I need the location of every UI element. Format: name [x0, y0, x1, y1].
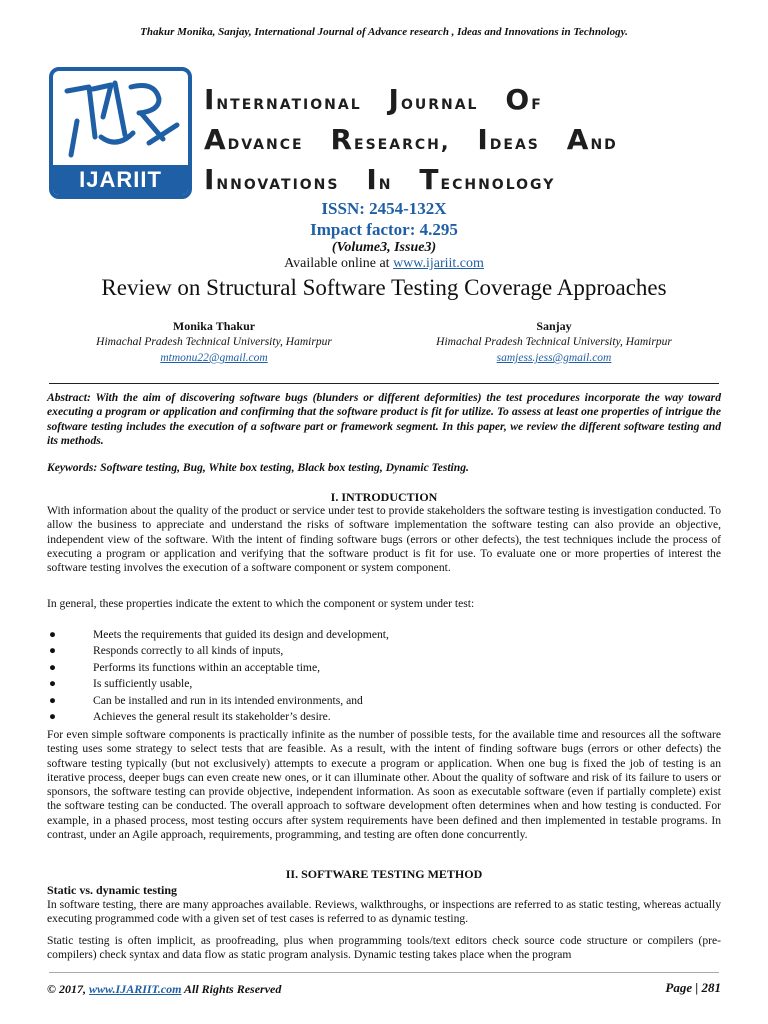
footer-copyright	[47, 982, 281, 997]
journal-website-link[interactable]: www.ijariit.com	[393, 256, 484, 271]
author-block	[404, 319, 704, 364]
abstract: Abstract: With the aim of discovering software bugs (blunders or different deformities) the test procedures incorporate the way toward executing a program or application and confirming that the software product is fit for utilize. To assess at least one properties of intrigue the software testing includes the execution of a software part or framework segment. In this paper, we review the different software testing and its methods.	[47, 391, 721, 447]
list-item-text: Responds correctly to all kinds of inputs,	[93, 644, 284, 658]
page-number: Page | 281	[665, 980, 721, 995]
bullet-icon: ●	[49, 660, 57, 674]
list-item-text: Achieves the general result its stakeholder’s desire.	[93, 709, 331, 723]
running-head: Thakur Monika, Sanjay, International Journal of Advance research , Ideas and Innovations in Technology.	[140, 26, 628, 38]
list-item	[47, 709, 721, 725]
logo-band: IJARIIT	[53, 165, 188, 195]
list-item-text: Can be installed and run in its intended environments, and	[93, 693, 363, 707]
journal-word: In	[366, 163, 393, 196]
journal-word: Advance	[204, 123, 304, 156]
bullet-icon: ●	[49, 644, 57, 658]
journal-word: Ideas	[477, 123, 540, 156]
copyright-prefix: © 2017,	[47, 982, 89, 996]
list-item-text: Meets the requirements that guided its design and development,	[93, 628, 389, 641]
journal-name-line-2	[204, 120, 744, 160]
journal-logo	[49, 67, 192, 199]
list-item	[47, 693, 721, 709]
bullet-icon: ●	[49, 628, 57, 641]
section-heading-introduction: I. INTRODUCTION	[330, 490, 438, 504]
volume-issue: (Volume3, Issue3)	[331, 240, 437, 255]
paper-title: Review on Structural Software Testing Coverage Approaches	[101, 275, 667, 300]
intro-paragraph-3: For even simple software components is practically infinite as the number of possible tests, for the available time and resources all the software testing uses some strategy to select tests that are feasible. As a result, with the intent of finding software bugs (errors or other defects) the software testing typically (but not exclusively) attempts to execute a program or application. When one bug is fixed the job of testing is an iterative process, deeper bugs can even create new ones, or it can illuminate other. About the quality of software and risk of its failure to users or sponsors, the software testing can provide objective, independent information. As soon as executable software (even if partially complete) exist the software testing can be conducted. The overall approach to software development often determines when and how testing is conducted. For example, in a phased process, most testing occurs after system requirements have been defined and then implemented in testable programs. In contrast, under an Agile approach, requirements, programming, and testing are often done concurrently.	[47, 728, 721, 842]
intro-paragraph-1: With information about the quality of the product or service under test to provide stakeholders the software testing is investigation conducted. To allow the business to appreciate and understand the risks of software implementation the software testing can also provide an objective, independent view of the software. With the intent of finding software bugs (errors or other defects), the test techniques include the process of executing a program or application and verifying that the software product is fit for use. To evaluate one or more properties of interest the software testing involves the execution of a software component or system component.	[47, 504, 721, 575]
author-email-link[interactable]: samjess.jess@gmail.com	[496, 352, 612, 364]
journal-word: Innovations	[204, 163, 340, 196]
subsection-heading: Static vs. dynamic testing	[47, 883, 177, 897]
list-item	[47, 627, 721, 643]
author-affiliation: Himachal Pradesh Technical University, Hamirpur	[96, 336, 332, 348]
footer-website-link[interactable]: www.IJARIIT.com	[88, 982, 182, 996]
journal-name-line-3	[204, 160, 744, 200]
list-item	[47, 676, 721, 692]
author-email-link[interactable]: mtmonu22@gmail.com	[160, 352, 268, 364]
journal-name-line-1	[204, 80, 744, 120]
journal-word: Research,	[330, 123, 451, 156]
abstract-divider	[49, 383, 719, 384]
section-heading-testing-method: II. SOFTWARE TESTING METHOD	[285, 867, 483, 881]
method-paragraph-1: In software testing, there are many approaches available. Reviews, walkthroughs, or inspections are referred to as static testing, whereas actually executing programmed code with a given set of test cases is referred to as dynamic testing.	[47, 898, 721, 926]
list-item-text: Performs its functions within an acceptable time,	[93, 660, 320, 674]
copyright-suffix: All Rights Reserved	[181, 982, 282, 996]
list-item	[47, 643, 721, 659]
journal-word: Technology	[419, 163, 556, 196]
author-affiliation: Himachal Pradesh Technical University, Hamirpur	[436, 336, 672, 348]
journal-name	[204, 80, 744, 200]
logo-emblem-icon	[59, 77, 187, 167]
issn: ISSN: 2454-132X	[321, 199, 447, 218]
intro-paragraph-2: In general, these properties indicate the extent to which the component or system under test:	[47, 597, 475, 610]
list-item	[47, 660, 721, 676]
footer-divider	[49, 972, 719, 973]
author-name: Monika Thakur	[172, 319, 256, 333]
bullet-icon: ●	[49, 677, 57, 691]
method-paragraph-2: Static testing is often implicit, as proofreading, plus when programming tools/text editors check source code structure or compilers (pre-compilers) check syntax and data flow as static program analysis. Dynamic testing takes place when the program	[47, 934, 721, 962]
author-name: Sanjay	[536, 319, 572, 333]
journal-word: International	[204, 83, 362, 116]
journal-word: Journal	[388, 83, 479, 116]
keywords: Keywords: Software testing, Bug, White box testing, Black box testing, Dynamic Testing.	[47, 461, 469, 474]
availability-prefix: Available online at	[284, 256, 394, 271]
properties-list	[47, 627, 721, 725]
author-block	[64, 319, 364, 364]
availability-line	[0, 256, 768, 272]
list-item-text: Is sufficiently usable,	[93, 677, 193, 691]
bullet-icon: ●	[49, 693, 57, 707]
impact-factor: Impact factor: 4.295	[310, 220, 458, 239]
journal-word: Of	[505, 83, 543, 116]
bullet-icon: ●	[49, 709, 57, 723]
journal-word: And	[566, 123, 618, 156]
